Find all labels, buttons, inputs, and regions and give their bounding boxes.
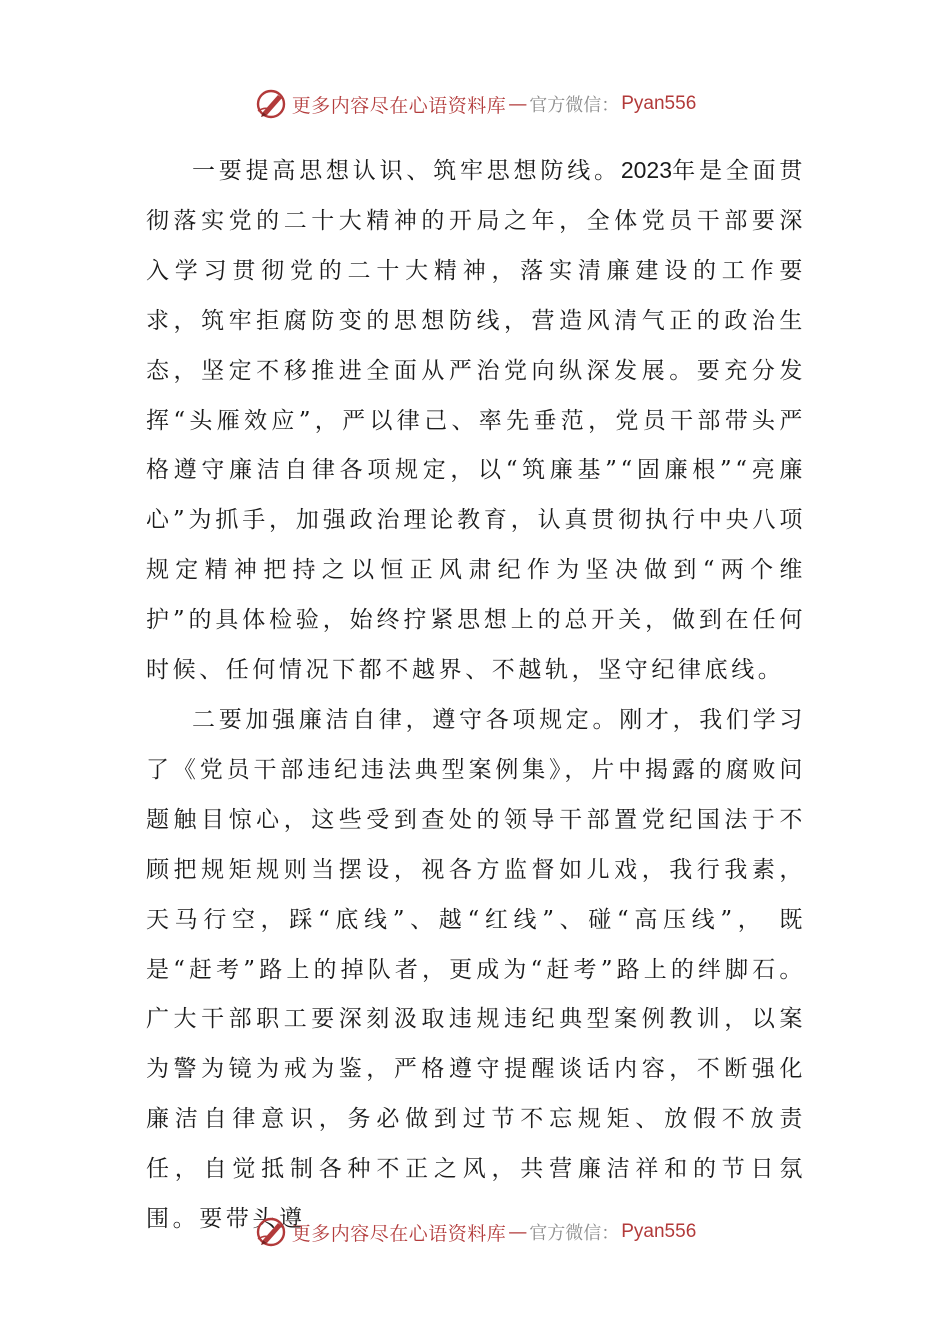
paragraph-1 — [146, 146, 806, 696]
watermark-separator: — — [508, 93, 528, 115]
footer-watermark — [0, 1212, 950, 1252]
header-watermark — [0, 84, 950, 124]
watermark-text: 更多内容尽在心语资料库 — [291, 1222, 507, 1245]
watermark-id: Pyan556 — [621, 93, 697, 114]
pen-circle-icon — [254, 1215, 288, 1249]
watermark-text: 更多内容尽在心语资料库 — [291, 94, 507, 117]
watermark-id: Pyan556 — [621, 1221, 697, 1242]
document-body — [146, 146, 806, 1245]
paragraph-1-lead: 一要提高思想认识、筑牢思想防线。 — [192, 158, 621, 184]
watermark-label: 官方微信： — [529, 1223, 620, 1244]
paragraph-1-year: 2023 — [620, 157, 672, 183]
watermark-separator: — — [508, 1221, 528, 1243]
pen-circle-icon — [254, 87, 288, 121]
watermark-label: 官方微信： — [529, 95, 620, 116]
paragraph-1-rest: 年是全面贯彻落实党的二十大精神的开局之年，全体党员干部要深入学习贯彻党的二十大精神，落实清廉建设的工作要求，筑牢拒腐防变的思想防线，营造风清气正的政治生态，坚定不移推进全面从严治党向纵深发展。要充分发挥“头雁效应”，严以律己、率先垂范，党员干部带头严格遵守廉洁自律各项规定，以“筑廉基”“固廉根”“亮廉心”为抓手，加强政治理论教育，认真贯彻执行中央八项规定精神把持之以恒正风肃纪作为坚决做到“两个维护”的具体检验，始终拧紧思想上的总开关，做到在任何时候、任何情况下都不越界、不越轨，坚守纪律底线。 — [146, 158, 807, 684]
paragraph-2: 二要加强廉洁自律，遵守各项规定。刚才，我们学习了《党员干部违纪违法典型案例集》，片中揭露的腐败问题触目惊心，这些受到查处的领导干部置党纪国法于不顾把规矩规则当摆设，视各方监督如儿戏，我行我素，天马行空，踩“底线”、越“红线”、碰“高压线”， 既是“赶考”路上的掉队者，更成为“赶考”路上的绊脚石。广大干部职工要深刻汲取违规违纪典型案例教训，以案为警为镜为戒为鉴，严格遵守提醒谈话内容，不断强化廉洁自律意识，务必做到过节不忘规矩、放假不放责任，自觉抵制各种不正之风，共营廉洁祥和的节日氛围。要带头遵 — [146, 706, 806, 1233]
